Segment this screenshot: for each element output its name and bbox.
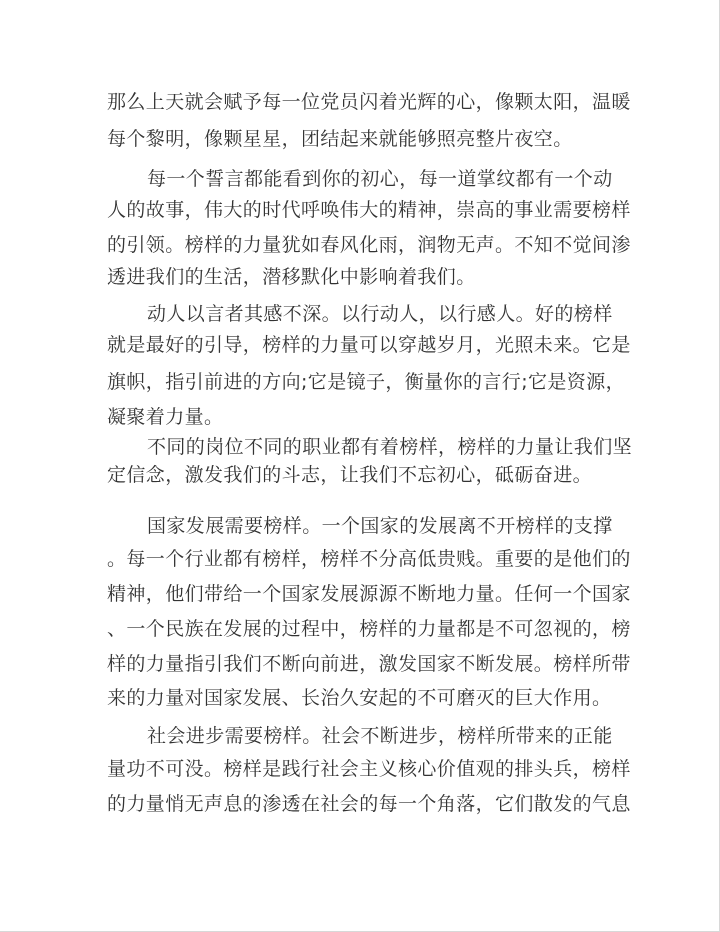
paragraph-line: 社会进步需要榜样。社会不断进步，榜样所带来的正能 xyxy=(147,725,613,747)
paragraph-line: 动人以言者其感不深。以行动人，以行感人。好的榜样 xyxy=(147,303,613,325)
paragraph-line: 那么上天就会赋予每一位党员闪着光辉的心，像颗太阳，温暖 xyxy=(107,91,631,113)
paragraph-line: 不同的岗位不同的职业都有着榜样，榜样的力量让我们坚 xyxy=(147,436,633,458)
paragraph-line: 量功不可没。榜样是践行社会主义核心价值观的排头兵，榜样 xyxy=(107,758,631,780)
paragraph-line: 就是最好的引导，榜样的力量可以穿越岁月，光照未来。它是 xyxy=(107,334,631,356)
paragraph-line: 来的力量对国家发展、长治久安起的不可磨灭的巨大作用。 xyxy=(107,687,612,709)
paragraph-line: 每一个誓言都能看到你的初心，每一道掌纹都有一个动 xyxy=(147,168,613,190)
paragraph-line: 的力量悄无声息的渗透在社会的每一个角落，它们散发的气息 xyxy=(107,793,631,815)
paragraph-line: 每个黎明，像颗星星，团结起来就能够照亮整片夜空。 xyxy=(107,128,573,150)
paragraph-line: 定信念，激发我们的斗志，让我们不忘初心，砥砺奋进。 xyxy=(107,464,593,486)
paragraph-line: 。每一个行业都有榜样，榜样不分高低贵贱。重要的是他们的 xyxy=(107,548,631,570)
paragraph-line: 凝聚着力量。 xyxy=(107,406,224,428)
paragraph-line: 、一个民族在发展的过程中，榜样的力量都是不可忽视的，榜 xyxy=(107,618,631,640)
paragraph-line: 透进我们的生活，潜移默化中影响着我们。 xyxy=(107,266,476,288)
paragraph-line: 精神，他们带给一个国家发展源源不断地力量。任何一个国家 xyxy=(107,583,631,605)
paragraph-line: 的引领。榜样的力量犹如春风化雨，润物无声。不知不觉间渗 xyxy=(107,234,631,256)
paragraph-line: 旗帜，指引前进的方向;它是镜子，衡量你的言行;它是资源， xyxy=(107,371,626,393)
paragraph-line: 样的力量指引我们不断向前进，激发国家不断发展。榜样所带 xyxy=(107,653,631,675)
paragraph-line: 国家发展需要榜样。一个国家的发展离不开榜样的支撑 xyxy=(147,515,613,537)
paragraph-line: 人的故事，伟大的时代呼唤伟大的精神，崇高的事业需要榜样 xyxy=(107,199,631,221)
